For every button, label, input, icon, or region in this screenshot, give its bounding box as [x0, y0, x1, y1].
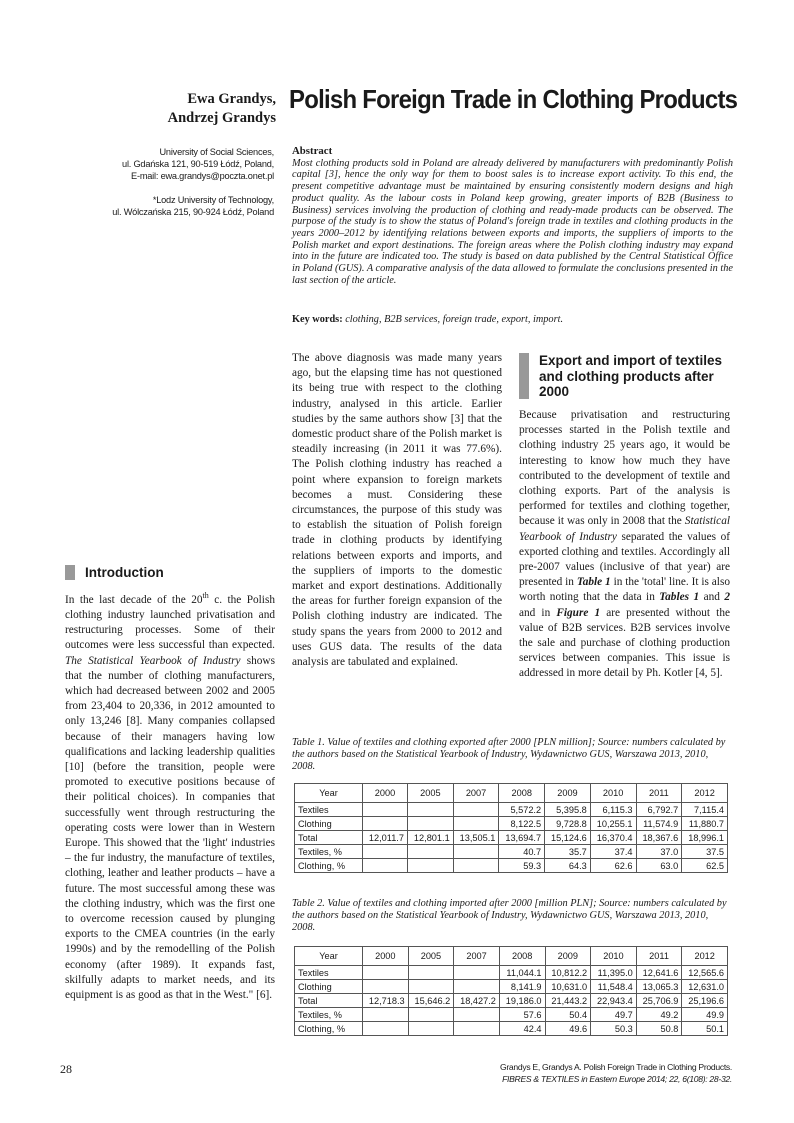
- table-cell: 16,370.4: [590, 831, 636, 845]
- text-run: and: [699, 591, 725, 604]
- table-cell: 18,996.1: [682, 831, 728, 845]
- table-cell: [408, 1008, 454, 1022]
- table-cell: [453, 803, 499, 817]
- table-cell: 11,044.1: [499, 966, 545, 980]
- table-cell: 37.4: [590, 845, 636, 859]
- row-label: Clothing: [295, 980, 363, 994]
- table-cell: 49.2: [636, 1008, 682, 1022]
- table-cell: [453, 859, 499, 873]
- column-header: 2010: [591, 947, 637, 966]
- table-row: [295, 966, 728, 980]
- table-header-row: [295, 784, 728, 803]
- table-cell: [454, 1022, 500, 1036]
- section-heading-label: Export and import of textiles and clothing products after 2000: [539, 353, 723, 399]
- table-cell: 35.7: [545, 845, 591, 859]
- table-cell: 40.7: [499, 845, 545, 859]
- table-header-row: [295, 947, 728, 966]
- introduction-text: [65, 588, 275, 1003]
- export-import-text: [519, 408, 730, 682]
- table-cell: 25,196.6: [682, 994, 728, 1008]
- row-label: Textiles: [295, 803, 363, 817]
- table-row: [295, 845, 728, 859]
- text-run: and in: [519, 606, 557, 619]
- table-1: [294, 783, 728, 873]
- figure-reference: Figure 1: [556, 606, 601, 619]
- table-cell: 18,367.6: [636, 831, 682, 845]
- table-cell: [407, 845, 453, 859]
- table-cell: [408, 1022, 454, 1036]
- row-label: Total: [295, 831, 363, 845]
- authors: [100, 90, 276, 128]
- intro-text-run: In the last decade of the: [65, 593, 192, 606]
- affiliation-line: *Lodz University of Technology,: [152, 195, 274, 205]
- row-label: Textiles: [295, 966, 363, 980]
- text-run: Because privatisation and restructuring processes started in the Polish textile and clothing industry 25 years ago, it would be interesting to know how much they have contributed to the development of textile and clothing exports. Part of the analysis is performed for textiles and clothing together, because it was only in 2008 that the: [519, 409, 730, 528]
- table-cell: 11,880.7: [682, 817, 728, 831]
- table-cell: 63.0: [636, 859, 682, 873]
- table-cell: 13,505.1: [453, 831, 499, 845]
- table-row: [295, 859, 728, 873]
- affiliation-line: University of Social Sciences,: [159, 147, 274, 157]
- affiliation-email[interactable]: E-mail: ewa.grandys@poczta.onet.pl: [131, 171, 274, 182]
- table-cell: 18,427.2: [454, 994, 500, 1008]
- table-cell: 12,801.1: [407, 831, 453, 845]
- table-cell: 19,186.0: [499, 994, 545, 1008]
- table-cell: 59.3: [499, 859, 545, 873]
- table-cell: 8,141.9: [499, 980, 545, 994]
- table-cell: [408, 980, 454, 994]
- table-row: [295, 980, 728, 994]
- row-label: Clothing: [295, 817, 363, 831]
- table-cell: [363, 803, 408, 817]
- text-run: separated the values of exported clothing and textiles. Accordingly all pre-2007 values (inclusive of that year) are presented in: [519, 530, 730, 589]
- introduction-heading: [65, 565, 164, 581]
- table-cell: 15,646.2: [408, 994, 454, 1008]
- row-label: Textiles, %: [295, 1008, 363, 1022]
- table-cell: [363, 980, 409, 994]
- table-cell: 21,443.2: [545, 994, 591, 1008]
- table-reference: Table 1: [576, 576, 611, 589]
- table-cell: 13,694.7: [499, 831, 545, 845]
- column-header: 2005: [408, 947, 454, 966]
- footer-citation: [432, 1061, 732, 1085]
- column-header: 2009: [545, 784, 591, 803]
- table-cell: 50.1: [682, 1022, 728, 1036]
- keywords-label: Key words:: [292, 314, 343, 325]
- table-cell: 11,574.9: [636, 817, 682, 831]
- table-cell: 5,395.8: [545, 803, 591, 817]
- column-header: 2000: [363, 947, 409, 966]
- abstract: [292, 146, 733, 286]
- column-header: Year: [295, 784, 363, 803]
- author-1: Ewa Grandys,: [187, 91, 276, 107]
- column-header: 2009: [545, 947, 591, 966]
- table-cell: 25,706.9: [636, 994, 682, 1008]
- column-header: 2008: [499, 947, 545, 966]
- intro-text-run: 20: [191, 593, 203, 606]
- column-header: 2007: [453, 784, 499, 803]
- table-cell: [454, 1008, 500, 1022]
- row-label: Textiles, %: [295, 845, 363, 859]
- table-cell: [363, 1008, 409, 1022]
- column-header: Year: [295, 947, 363, 966]
- affiliation-2: [60, 194, 274, 218]
- keywords: [292, 314, 732, 325]
- table-cell: 8,122.5: [499, 817, 545, 831]
- column-header: 2012: [682, 784, 728, 803]
- keywords-text: clothing, B2B services, foreign trade, export, import.: [342, 314, 564, 325]
- table-cell: 12,565.6: [682, 966, 728, 980]
- column-header: 2008: [499, 784, 545, 803]
- column-header: 2007: [454, 947, 500, 966]
- body-column-middle: The above diagnosis was made many years ago, but the elapsing time has not questioned its being true with respect to the clothing industry, analysed in this article. Earlier studies by the same authors show [3] that the domestic product share of the Polish market is steadily increasing (in 2011 it was 77.6%). The Polish clothing industry has reached a point where expansion to foreign markets becomes a must. Considering these circumstances, the purpose of this study was to establish the situation of Polish foreign trade in clothing products by identifying relations between exports and imports, and the suppliers of imports to the domestic market and export destinations. Additionally the areas for further foreign expansion of the Polish clothing industry are indicated. The study spans the years from 2000 to 2012 and uses GUS data. The results of the data analysis are tabulated and explained.: [292, 352, 502, 669]
- table-1-caption: Table 1. Value of textiles and clothing exported after 2000 [PLN million]; Source: numbers calculated by the authors based on the Statistical Yearbook of Industry, Wydawnictwo GUS, Warszawa 2013, 2010, 2008.: [292, 737, 726, 772]
- text-run: are presented without the value of B2B services. B2B services involve the sale and purchase of clothing production services between companies. This issue is addressed in more detail by Ph. Kotler [4, 5].: [519, 606, 730, 680]
- table-cell: [363, 966, 409, 980]
- table-row: [295, 1008, 728, 1022]
- table-cell: 6,115.3: [590, 803, 636, 817]
- table-row: [295, 803, 728, 817]
- table-cell: 49.9: [682, 1008, 728, 1022]
- column-header: 2011: [636, 784, 682, 803]
- text-run: in the 'total' line. It is also worth noting that the data in: [519, 576, 730, 604]
- table-row: [295, 994, 728, 1008]
- table-cell: 5,572.2: [499, 803, 545, 817]
- table-cell: 15,124.6: [545, 831, 591, 845]
- column-header: 2010: [590, 784, 636, 803]
- table-cell: 50.8: [636, 1022, 682, 1036]
- section-bar: [65, 565, 75, 580]
- table-cell: 10,255.1: [590, 817, 636, 831]
- table-cell: 49.6: [545, 1022, 591, 1036]
- table-cell: 37.0: [636, 845, 682, 859]
- table-cell: 62.6: [590, 859, 636, 873]
- table-cell: [407, 803, 453, 817]
- table-cell: 13,065.3: [636, 980, 682, 994]
- affiliation-line: ul. Wólczańska 215, 90-924 Łódź, Poland: [112, 207, 274, 218]
- citation-line: FIBRES & TEXTILES in Eastern Europe 2014; 22, 6(108): 28-32.: [502, 1074, 732, 1084]
- table-row: [295, 831, 728, 845]
- table-cell: [363, 859, 408, 873]
- table-cell: 6,792.7: [636, 803, 682, 817]
- row-label: Total: [295, 994, 363, 1008]
- table-cell: 12,641.6: [636, 966, 682, 980]
- text-run: Statistical Yearbook of Industry: [519, 515, 730, 543]
- table-row: [295, 817, 728, 831]
- table-cell: [363, 1022, 409, 1036]
- section-heading-label: Introduction: [85, 565, 164, 580]
- article-title: Polish Foreign Trade in Clothing Products: [289, 84, 738, 114]
- table-cell: [454, 980, 500, 994]
- table-cell: [408, 966, 454, 980]
- intro-text-run: shows that the number of clothing manufacturers, which had decreased between 2002 and 2005 from 23,404 to 20,336, in 2012 amounted to only 13,246 [8]. Many companies collapsed because of their managers having low qualifications and lacking leadership qualities [10] (before the transition, people were promoted to executive positions because of their political choices). In companies that successfully went through restructuring the operating costs were lower than in Western Europe. This showed that the 'light' industries – the fur industry, the manufacture of textiles, clothing, leather and leather products – have a future. The most successful among these was the clothing industry, which was the first one to overcome recession caused by plunging exports to the CMEA countries (in the early 1990s) and by the remodelling of the Polish economy (after 1989). It expands fast, skilfully adapts to market needs, and its equipment is as good as that in the West." [6].: [65, 654, 275, 1002]
- table-cell: [363, 817, 408, 831]
- column-header: 2011: [636, 947, 682, 966]
- column-header: 2000: [363, 784, 408, 803]
- table-reference: Tables 1: [659, 591, 700, 604]
- table-cell: 7,115.4: [682, 803, 728, 817]
- table-cell: 50.4: [545, 1008, 591, 1022]
- table-2-caption: Table 2. Value of textiles and clothing imported after 2000 [million PLN]; Source: numbers calculated by the authors based on the Statistical Yearbook of Industry, Wydawnictwo GUS, Warszawa 2013, 2010, 2008.: [292, 898, 727, 933]
- table-2: [294, 946, 728, 1036]
- table-cell: 64.3: [545, 859, 591, 873]
- table-cell: 12,011.7: [363, 831, 408, 845]
- row-label: Clothing, %: [295, 859, 363, 873]
- table-cell: [453, 817, 499, 831]
- table-cell: [454, 966, 500, 980]
- table-cell: 62.5: [682, 859, 728, 873]
- row-label: Clothing, %: [295, 1022, 363, 1036]
- table-cell: 37.5: [682, 845, 728, 859]
- affiliation-line: ul. Gdańska 121, 90-519 Łódź, Poland,: [122, 159, 274, 170]
- table-cell: 42.4: [499, 1022, 545, 1036]
- intro-yearbook-title: The Statistical Yearbook of Industry: [65, 654, 241, 667]
- table-cell: 9,728.8: [545, 817, 591, 831]
- table-cell: 50.3: [591, 1022, 637, 1036]
- table-cell: [407, 859, 453, 873]
- table-cell: 12,718.3: [363, 994, 409, 1008]
- table-cell: 11,395.0: [591, 966, 637, 980]
- author-2: Andrzej Grandys: [167, 110, 276, 126]
- table-cell: 11,548.4: [591, 980, 637, 994]
- column-header: 2005: [407, 784, 453, 803]
- page-number: 28: [60, 1062, 72, 1076]
- intro-text-run: c. the Polish clothing industry launched privatisation and restructuring processes. Some of their outcomes were less successful than expected.: [65, 593, 275, 652]
- table-cell: 12,631.0: [682, 980, 728, 994]
- table-cell: [453, 845, 499, 859]
- table-reference: 2: [724, 591, 730, 604]
- table-row: [295, 1022, 728, 1036]
- section-bar: [519, 353, 529, 399]
- table-cell: 10,812.2: [545, 966, 591, 980]
- intro-superscript: th: [202, 591, 209, 600]
- abstract-text: Most clothing products sold in Poland are already delivered by manufacturers with predominantly Polish capital [3], hence the only way for them to boost sales is to increase export activity. To this end, the present competitive advantage must be maintained by ensuring consistently modern designs and high product quality. As the labour costs in Poland keep growing, greater imports of B2B (Business to Business) services involving the production of clothing and ready-made products can be observed. The purpose of the study is to show the status of Poland's foreign trade in textiles and clothing products in the years 2000–2012 by identifying relations between exports and imports, the suppliers of imports to the Polish market and export destinations. The foreign areas where the Polish clothing industry may expand into in the future are indicated too. The study is based on data published by the Central Statistical Office in Poland (GUS). A comparative analysis of the data allowed to formulate the conclusions presented in the last section of the article.: [292, 157, 733, 286]
- table-cell: 10,631.0: [545, 980, 591, 994]
- column-header: 2012: [682, 947, 728, 966]
- export-import-heading: [519, 353, 731, 400]
- table-cell: 22,943.4: [591, 994, 637, 1008]
- table-cell: 49.7: [591, 1008, 637, 1022]
- affiliation-1: [60, 146, 274, 183]
- abstract-heading: Abstract: [292, 145, 333, 157]
- citation-line: Grandys E, Grandys A. Polish Foreign Trade in Clothing Products.: [499, 1062, 732, 1072]
- table-cell: 57.6: [499, 1008, 545, 1022]
- table-cell: [363, 845, 408, 859]
- table-cell: [407, 817, 453, 831]
